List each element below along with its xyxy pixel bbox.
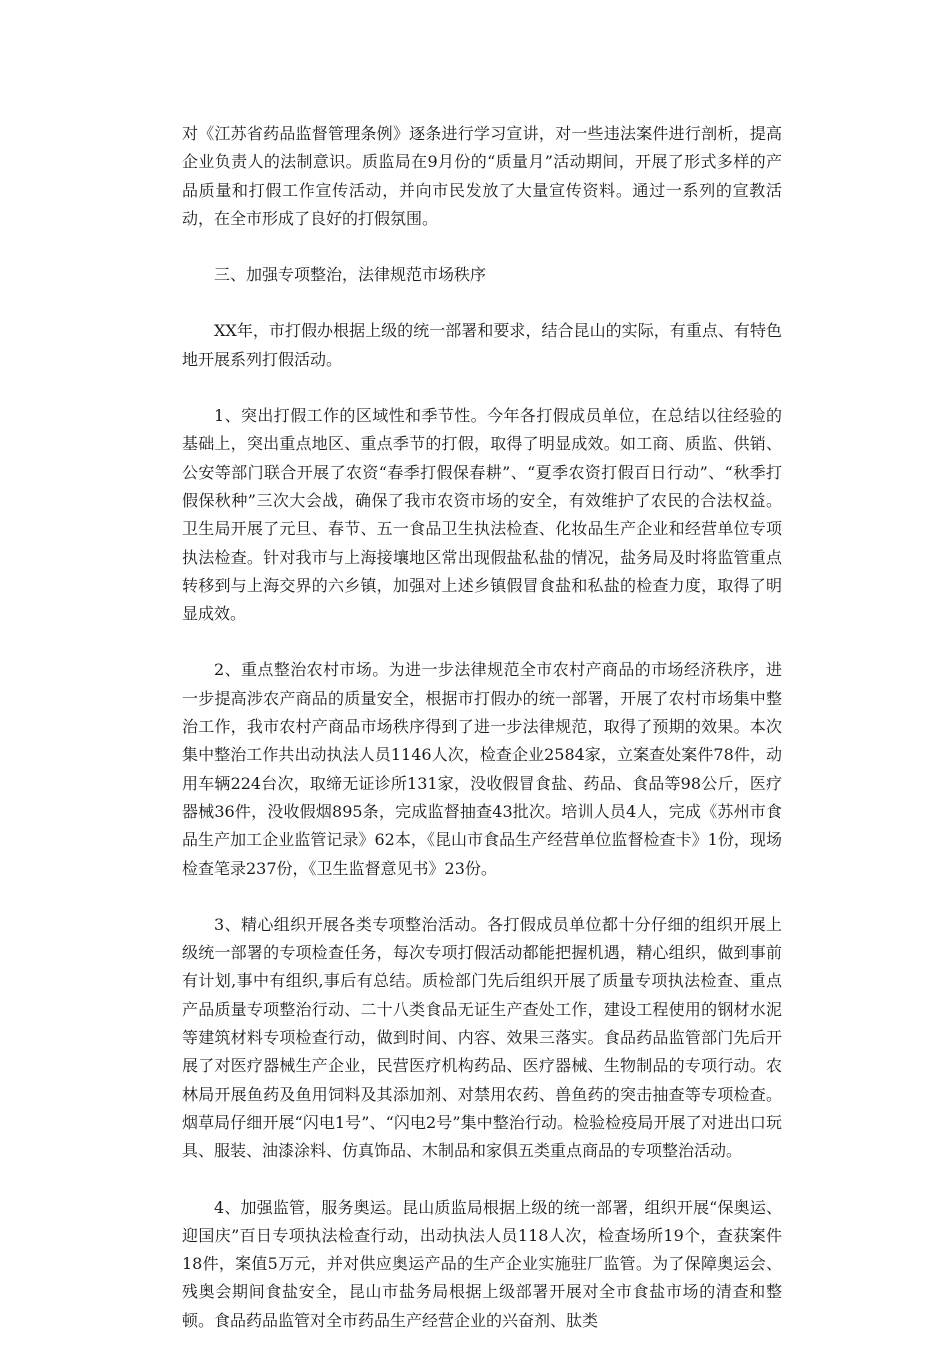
- paragraph-continuation: 对《江苏省药品监督管理条例》逐条进行学习宣讲，对一些违法案件进行剖析，提高企业负责人的法制意识。质监局在9月份的“质量月”活动期间，开展了形式多样的产品质量和打假工作宣传活动，并向市民发放了大量宣传资料。通过一系列的宣教活动，在全市形成了良好的打假氛围。: [182, 124, 782, 228]
- section-heading: 三、加强专项整治，法律规范市场秩序: [214, 265, 487, 285]
- paragraph-item-1: 1、突出打假工作的区域性和季节性。今年各打假成员单位，在总结以往经验的基础上，突出重点地区、重点季节的打假，取得了明显成效。如工商、质监、供销、公安等部门联合开展了农资“春季打假保春耕”、“夏季农资打假百日行动”、“秋季打假保秋种”三次大会战，确保了我市农资市场的安全，有效维护了农民的合法权益。卫生局开展了元旦、春节、五一食品卫生执法检查、化妆品生产企业和经营单位专项执法检查。针对我市与上海接壤地区常出现假盐私盐的情况，盐务局及时将监管重点转移到与上海交界的六乡镇，加强对上述乡镇假冒食盐和私盐的检查力度，取得了明显成效。: [182, 406, 782, 624]
- paragraph-item-2: 2、重点整治农村市场。为进一步法律规范全市农村产商品的市场经济秩序，进一步提高涉农产商品的质量安全，根据市打假办的统一部署，开展了农村市场集中整治工作，我市农村产商品市场秩序得到了进一步法律规范，取得了预期的效果。本次集中整治工作共出动执法人员1146人次，检查企业2584家，立案查处案件78件，动用车辆224台次，取缔无证诊所131家，没收假冒食盐、药品、食品等98公斤，医疗器械36件，没收假烟895条，完成监督抽查43批次。培训人员4人，完成《苏州市食品生产加工企业监管记录》62本，《昆山市食品生产经营单位监督检查卡》1份，现场检查笔录237份，《卫生监督意见书》23份。: [182, 660, 782, 878]
- paragraph-item-3: 3、精心组织开展各类专项整治活动。各打假成员单位都十分仔细的组织开展上级统一部署的专项检查任务，每次专项打假活动都能把握机遇，精心组织，做到事前有计划,事中有组织,事后有总结。质检部门先后组织开展了质量专项执法检查、重点产品质量专项整治行动、二十八类食品无证生产查处工作，建设工程使用的钢材水泥等建筑材料专项检查行动，做到时间、内容、效果三落实。食品药品监管部门先后开展了对医疗器械生产企业，民营医疗机构药品、医疗器械、生物制品的专项行动。农林局开展鱼药及鱼用饲料及其添加剂、对禁用农药、兽鱼药的突击抽查等专项检查。烟草局仔细开展“闪电1号”、“闪电2号”集中整治行动。检验检疫局开展了对进出口玩具、服装、油漆涂料、仿真饰品、木制品和家俱五类重点商品的专项整治活动。: [182, 914, 782, 1161]
- paragraph-intro: XX年，市打假办根据上级的统一部署和要求，结合昆山的实际，有重点、有特色地开展系列打假活动。: [182, 321, 782, 369]
- document-body: [182, 120, 782, 1363]
- paragraph-item-4: 4、加强监管，服务奥运。昆山质监局根据上级的统一部署，组织开展“保奥运、迎国庆”百日专项执法检查行动，出动执法人员118人次，检查场所19个，查获案件18件，案值5万元，并对供应奥运产品的生产企业实施驻厂监管。为了保障奥运会、残奥会期间食盐安全，昆山市盐务局根据上级部署开展对全市食盐市场的清查和整顿。食品药品监管对全市药品生产经营企业的兴奋剂、肽类: [182, 1197, 782, 1330]
